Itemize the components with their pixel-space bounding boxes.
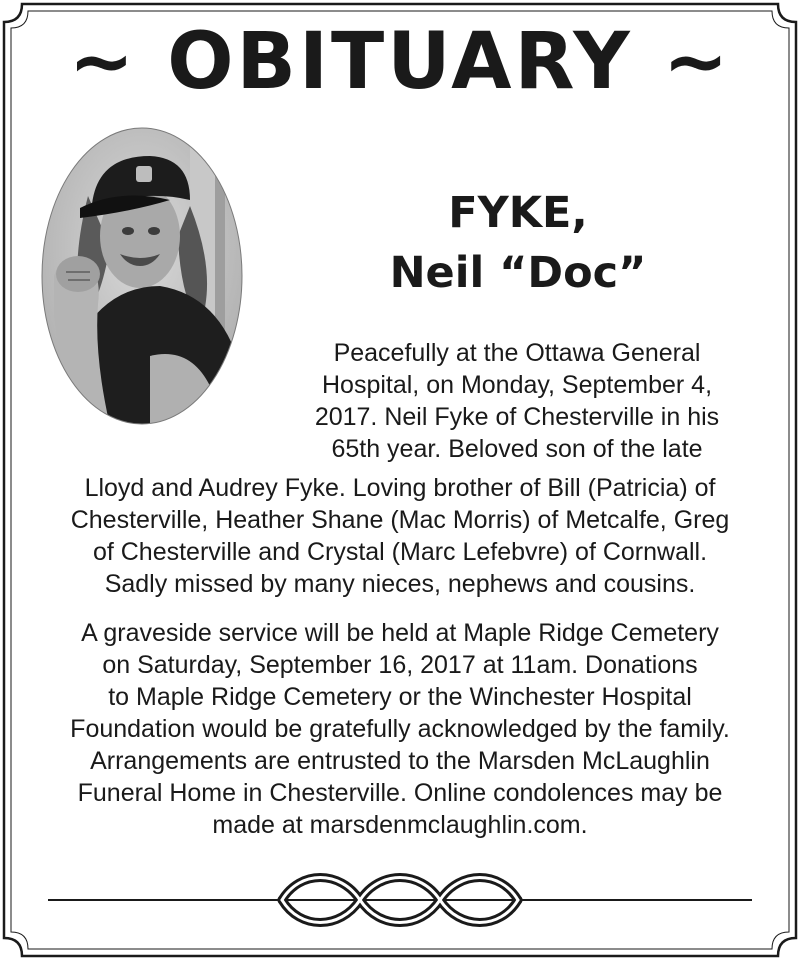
paragraph-line: Arrangements are entrusted to the Marsden McLaughlin: [90, 747, 710, 775]
family-paragraph: [20, 472, 780, 600]
paragraph-line: to Maple Ridge Cemetery or the Winchester Hospital: [108, 683, 692, 711]
paragraph-line: of Chesterville and Crystal (Marc Lefebvre) of Cornwall.: [92, 538, 708, 566]
paragraph-line: made at marsdenmclaughlin.com.: [212, 811, 588, 839]
paragraph-line: Foundation would be gratefully acknowledged by the family.: [70, 715, 730, 743]
deceased-given-name: Neil “Doc”: [389, 248, 647, 298]
intro-line: Peacefully at the Ottawa General: [333, 339, 701, 367]
paragraph-line: Lloyd and Audrey Fyke. Loving brother of Bill (Patricia) of: [84, 474, 716, 502]
deceased-name: [250, 183, 786, 303]
intro-line: Hospital, on Monday, September 4,: [321, 371, 713, 399]
paragraph-line: Sadly missed by many nieces, nephews and cousins.: [104, 570, 696, 598]
rope-knot-divider-icon: [0, 860, 800, 940]
intro-line: 65th year. Beloved son of the late: [331, 435, 703, 463]
deceased-surname: FYKE,: [448, 188, 588, 238]
service-paragraph: [20, 617, 780, 841]
paragraph-line: Funeral Home in Chesterville. Online condolences may be: [77, 779, 723, 807]
paragraph-line: on Saturday, September 16, 2017 at 11am. Donations: [102, 651, 698, 679]
obituary-intro: [262, 337, 772, 465]
intro-line: 2017. Neil Fyke of Chesterville in his: [314, 403, 720, 431]
paragraph-line: Chesterville, Heather Shane (Mac Morris) of Metcalfe, Greg: [70, 506, 730, 534]
obituary-heading: ~ OBITUARY ~: [68, 17, 732, 107]
portrait-photo: [40, 126, 244, 426]
paragraph-line: A graveside service will be held at Maple Ridge Cemetery: [81, 619, 719, 647]
